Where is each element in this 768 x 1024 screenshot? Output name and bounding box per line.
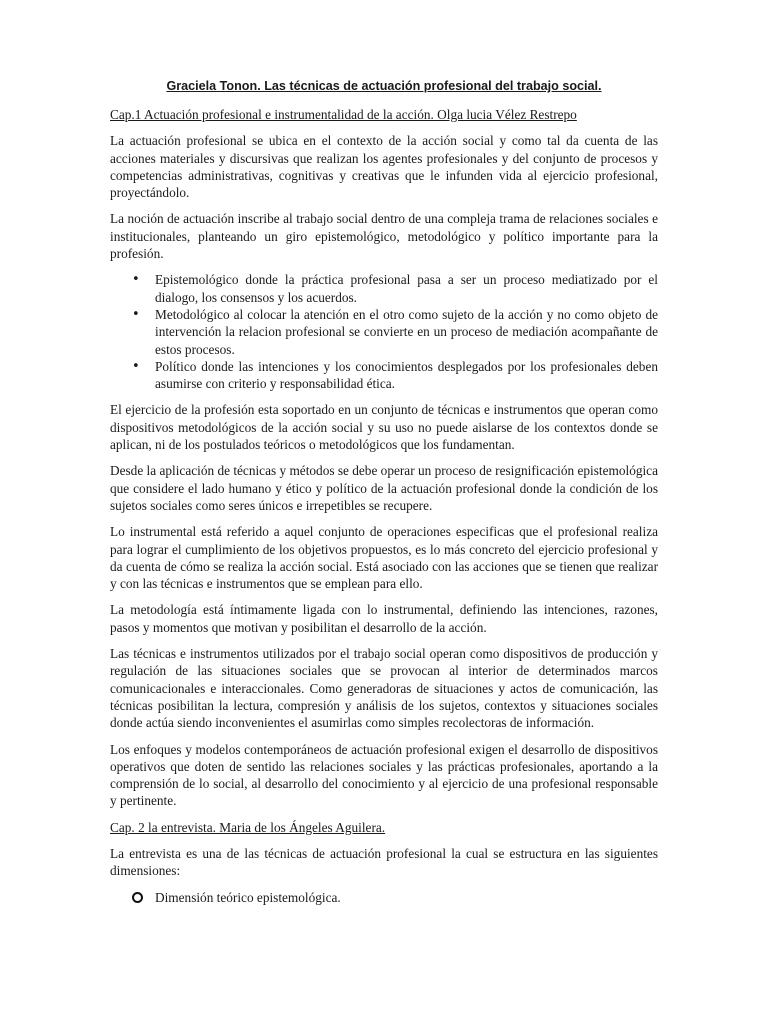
chapter1-paragraph-2: La noción de actuación inscribe al trabajo social dentro de una compleja trama de relaciones sociales e institucionales, planteando un giro epistemológico, metodológico y político importante para la profesión. <box>110 211 658 262</box>
chapter1-bullet-list <box>110 271 658 392</box>
chapter1-paragraph-5: Lo instrumental está referido a aquel conjunto de operaciones especificas que el profesional realiza para lograr el cumplimiento de los objetivos propuestos, es lo más concreto del ejercicio profesional y da cuenta de cómo se realiza la acción social. Está asociado con las acciones que se tienen que realizar y con las técnicas e instrumentos que se emplean para ello. <box>110 524 658 592</box>
ring-bullet-icon <box>132 892 143 903</box>
chapter1-heading: Cap.1 Actuación profesional e instrumentalidad de la acción. Olga lucia Vélez Restrepo <box>110 107 577 122</box>
document-title: Graciela Tonon. Las técnicas de actuación profesional del trabajo social. <box>166 79 602 93</box>
chapter2-dimension-list <box>110 889 658 906</box>
bullet-item-epistemologico: • Epistemológico donde la práctica profesional pasa a ser un proceso mediatizado por el dialogo, los consensos y los acuerdos. <box>110 271 658 306</box>
dimension-item <box>110 889 658 906</box>
chapter1-paragraph-3: El ejercicio de la profesión esta soportado en un conjunto de técnicas e instrumentos que operan como dispositivos metodológicos de la acción social y su uso no puede aislarse de los contextos donde se aplican, ni de los postulados teóricos o metodológicos que los fundamentan. <box>110 402 658 453</box>
chapter1-paragraph-4: Desde la aplicación de técnicas y métodos se debe operar un proceso de resignificación epistemológica que considere el lado humano y ético y político de la actuación profesional donde la condición de los sujetos sociales como seres únicos e irrepetibles se recupere. <box>110 463 658 513</box>
bullet-item-politico: • Político donde las intenciones y los conocimientos desplegados por los profesionales deben asumirse con criterio y responsabilidad ética. <box>110 358 658 393</box>
chapter1-paragraph-6: La metodología está íntimamente ligada con lo instrumental, definiendo las intenciones, razones, pasos y momentos que motivan y posibilitan el desarrollo de la acción. <box>110 602 658 635</box>
chapter1-paragraph-8: Los enfoques y modelos contemporáneos de actuación profesional exigen el desarrollo de dispositivos operativos que doten de sentido las relaciones sociales y las prácticas profesionales, aportando a la comprensión de lo social, al desarrollo del conocimiento y al ejercicio de una profesional responsable y pertinente. <box>110 741 658 809</box>
bullet-item-metodologico: • Metodológico al colocar la atención en el otro como sujeto de la acción y no como objeto de intervención la relacion profesional se convierte en un proceso de mediación acompañante de estos procesos. <box>110 306 658 358</box>
chapter2-paragraph-1: La entrevista es una de las técnicas de actuación profesional la cual se estructura en las siguientes dimensiones: <box>110 845 658 879</box>
chapter1-paragraph-1: La actuación profesional se ubica en el contexto de la acción social y como tal da cuenta de las acciones materiales y discursivas que realizan los agentes profesionales y del conjunto de procesos y competencias administrativas, cognitivas y creativas que le infunden vida al ejercicio profesional, proyectándolo. <box>110 133 658 201</box>
chapter2-heading: Cap. 2 la entrevista. Maria de los Ángeles Aguilera. <box>110 819 386 835</box>
dimension-item-label: Dimensión teórico epistemológica. <box>155 889 341 905</box>
chapter1-paragraph-7: Las técnicas e instrumentos utilizados por el trabajo social operan como dispositivos de producción y regulación de las situaciones sociales que se provocan al interior de determinados marcos comunicacionales e interaccionales. Como generadoras de situaciones y actos de comunicación, las técnicas posibilitan la lectura, compresión y análisis de los sujetos, contextos y situaciones sociales donde actúa siendo inconvenientes el asumirlas como simples recolectoras de información. <box>110 646 658 731</box>
